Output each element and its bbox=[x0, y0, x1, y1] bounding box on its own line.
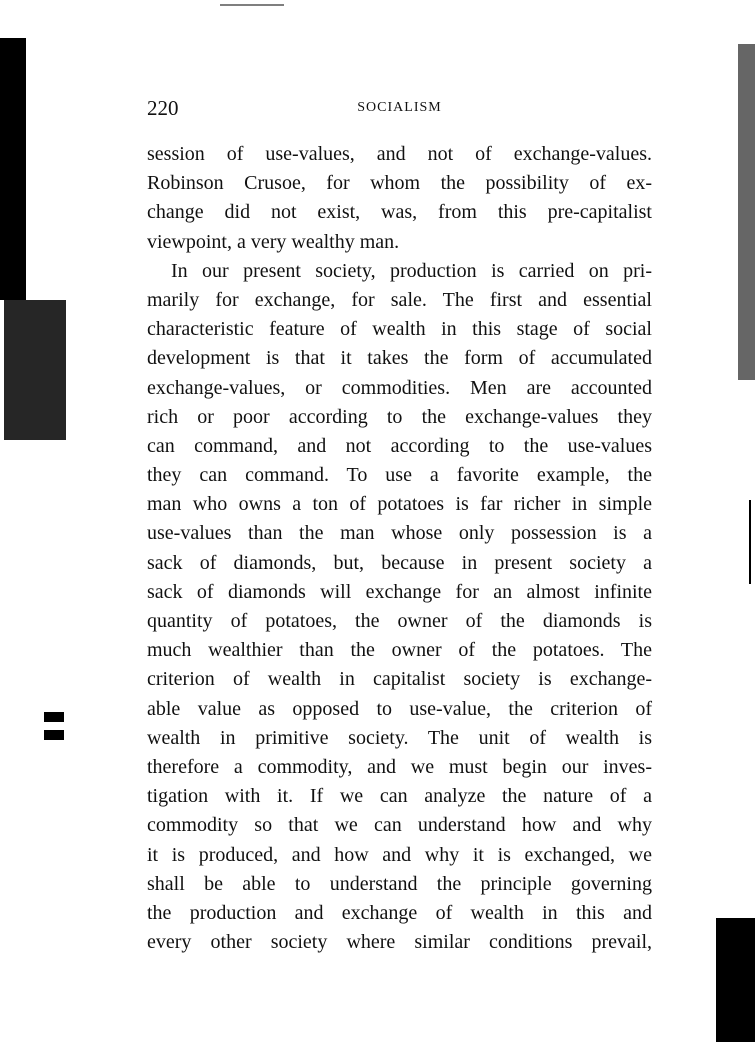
scan-edge-right-bottom bbox=[716, 918, 755, 1042]
scan-line-right bbox=[749, 500, 751, 584]
text-line: man who owns a ton of potatoes is far richer in simple bbox=[147, 493, 652, 516]
page-number: 220 bbox=[147, 96, 179, 120]
scan-edge-left-mid bbox=[4, 300, 66, 440]
text-line: marily for exchange, for sale. The first and essential bbox=[147, 288, 652, 311]
text-line: use-values than the man whose only possession is a bbox=[147, 522, 652, 545]
running-head: SOCIALISM bbox=[357, 100, 442, 115]
body-text bbox=[147, 140, 652, 957]
text-line: rich or poor according to the exchange-values they bbox=[147, 405, 652, 428]
text-line: tigation with it. If we can analyze the nature of a bbox=[147, 785, 652, 808]
text-line: they can command. To use a favorite example, the bbox=[147, 464, 652, 487]
scan-edge-left-top bbox=[0, 38, 26, 300]
text-line: change did not exist, was, from this pre-capitalist bbox=[147, 201, 652, 224]
text-line: sack of diamonds will exchange for an almost infinite bbox=[147, 580, 652, 603]
scan-edge-right-top bbox=[738, 44, 755, 380]
text-line: quantity of potatoes, the owner of the diamonds is bbox=[147, 610, 652, 632]
text-line: In our present society, production is carried on pri- bbox=[171, 259, 652, 282]
text-line: characteristic feature of wealth in this stage of social bbox=[147, 318, 652, 341]
text-line: commodity so that we can understand how and why bbox=[147, 814, 652, 837]
text-line: every other society where similar conditions prevail, bbox=[147, 931, 652, 954]
text-line: it is produced, and how and why it is exchanged, we bbox=[147, 843, 652, 866]
text-line: sack of diamonds, but, because in present society a bbox=[147, 551, 652, 574]
text-line: can command, and not according to the use-values bbox=[147, 434, 652, 457]
scan-speck-left-2 bbox=[44, 730, 64, 740]
text-line: shall be able to understand the principle governing bbox=[147, 872, 652, 895]
scan-speck-left-1 bbox=[44, 712, 64, 722]
text-line: able value as opposed to use-value, the criterion of bbox=[147, 697, 652, 720]
text-line: the production and exchange of wealth in this and bbox=[147, 901, 652, 924]
text-line: much wealthier than the owner of the potatoes. The bbox=[147, 639, 652, 662]
text-line: viewpoint, a very wealthy man. bbox=[147, 230, 400, 253]
text-line: exchange-values, or commodities. Men are accounted bbox=[147, 376, 652, 399]
text-line: session of use-values, and not of exchange-values. bbox=[147, 143, 652, 165]
text-line: wealth in primitive society. The unit of wealth is bbox=[147, 726, 652, 749]
text-line: criterion of wealth in capitalist society is exchange- bbox=[147, 668, 652, 691]
text-line: therefore a commodity, and we must begin our inves- bbox=[147, 755, 652, 778]
text-line: development is that it takes the form of accumulated bbox=[147, 347, 652, 370]
page-header bbox=[147, 96, 652, 122]
scan-speck-top bbox=[220, 4, 284, 6]
text-line: Robinson Crusoe, for whom the possibility of ex- bbox=[147, 172, 652, 195]
